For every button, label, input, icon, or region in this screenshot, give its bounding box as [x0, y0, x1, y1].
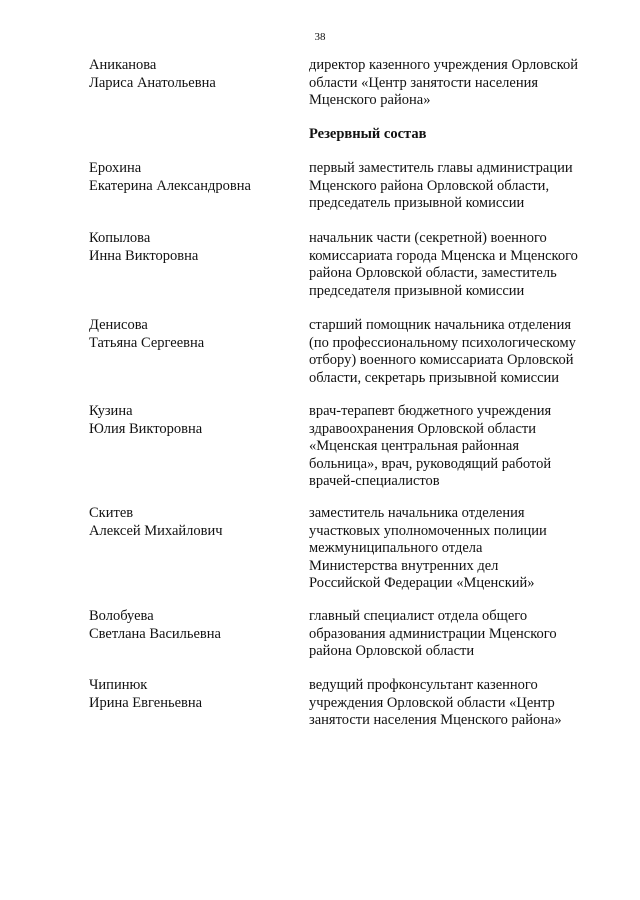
member-given-names: Лариса Анатольевна	[89, 74, 216, 91]
position-line: ведущий профконсультант казенного	[309, 677, 538, 693]
member-given-names: Татьяна Сергеевна	[89, 334, 205, 351]
position-line: больница», врач, руководящий работой	[309, 455, 552, 472]
position-line: района Орловской области, заместитель	[309, 265, 557, 281]
member-given-names: Алексей Михайлович	[89, 522, 223, 539]
member-position	[309, 317, 609, 387]
member-name	[89, 230, 299, 265]
position-line: Мценского района»	[309, 92, 431, 108]
member-position	[309, 403, 609, 491]
position-line: «Мценская центральная районная	[309, 438, 520, 454]
member-given-names: Екатерина Александровна	[89, 177, 251, 194]
position-line: главный специалист отдела общего	[309, 608, 528, 624]
position-line: здравоохранения Орловской области	[309, 420, 536, 437]
member-surname: Ерохина	[89, 160, 142, 176]
member-position	[309, 505, 609, 593]
reserve-heading: Резервный состав	[309, 126, 427, 142]
position-line: начальник части (секретной) военного	[309, 230, 547, 246]
position-line: образования администрации Мценского	[309, 625, 557, 642]
position-line: заместитель начальника отделения	[309, 505, 525, 521]
member-position	[309, 677, 609, 730]
member-name	[89, 317, 299, 352]
member-given-names: Юлия Викторовна	[89, 420, 203, 437]
member-name	[89, 160, 299, 195]
position-line: врачей-специалистов	[309, 473, 440, 489]
member-surname: Аниканова	[89, 57, 157, 73]
position-line: Мценского района Орловской области,	[309, 177, 550, 194]
position-line: учреждения Орловской области «Центр	[309, 694, 555, 711]
page-number: 38	[314, 31, 326, 43]
member-surname: Волобуева	[89, 608, 154, 624]
member-name	[89, 608, 299, 643]
member-name	[89, 677, 299, 712]
position-line: директор казенного учреждения Орловской	[309, 57, 579, 73]
position-line: занятости населения Мценского района»	[309, 712, 562, 728]
position-line: участковых уполномоченных полиции	[309, 522, 547, 539]
position-line: старший помощник начальника отделения	[309, 317, 572, 333]
position-line: председателя призывной комиссии	[309, 282, 525, 299]
member-position	[309, 160, 609, 213]
member-position	[309, 230, 609, 300]
member-position	[309, 608, 609, 661]
position-line: комиссариата города Мценска и Мценского	[309, 247, 578, 264]
position-line: первый заместитель главы администрации	[309, 160, 573, 176]
member-surname: Скитев	[89, 505, 134, 521]
member-given-names: Светлана Васильевна	[89, 625, 221, 642]
member-name	[89, 57, 299, 92]
position-line: области «Центр занятости населения	[309, 74, 539, 91]
member-name	[89, 403, 299, 438]
position-line: отбору) военного комиссариата Орловской	[309, 352, 574, 368]
position-line: Российской Федерации «Мценский»	[309, 575, 535, 591]
position-line: района Орловской области	[309, 643, 475, 659]
position-line: врач-терапевт бюджетного учреждения	[309, 403, 552, 419]
member-surname: Копылова	[89, 230, 151, 246]
position-line: межмуниципального отдела	[309, 540, 483, 556]
position-line: (по профессиональному психологическому	[309, 334, 576, 351]
member-given-names: Ирина Евгеньевна	[89, 694, 203, 711]
member-given-names: Инна Викторовна	[89, 247, 199, 264]
member-name	[89, 505, 299, 540]
member-position	[309, 57, 609, 110]
member-surname: Кузина	[89, 403, 133, 419]
position-line: председатель призывной комиссии	[309, 195, 525, 211]
member-surname: Денисова	[89, 317, 148, 333]
position-line: Министерства внутренних дел	[309, 557, 499, 574]
member-surname: Чипинюк	[89, 677, 148, 693]
position-line: области, секретарь призывной комиссии	[309, 369, 560, 386]
